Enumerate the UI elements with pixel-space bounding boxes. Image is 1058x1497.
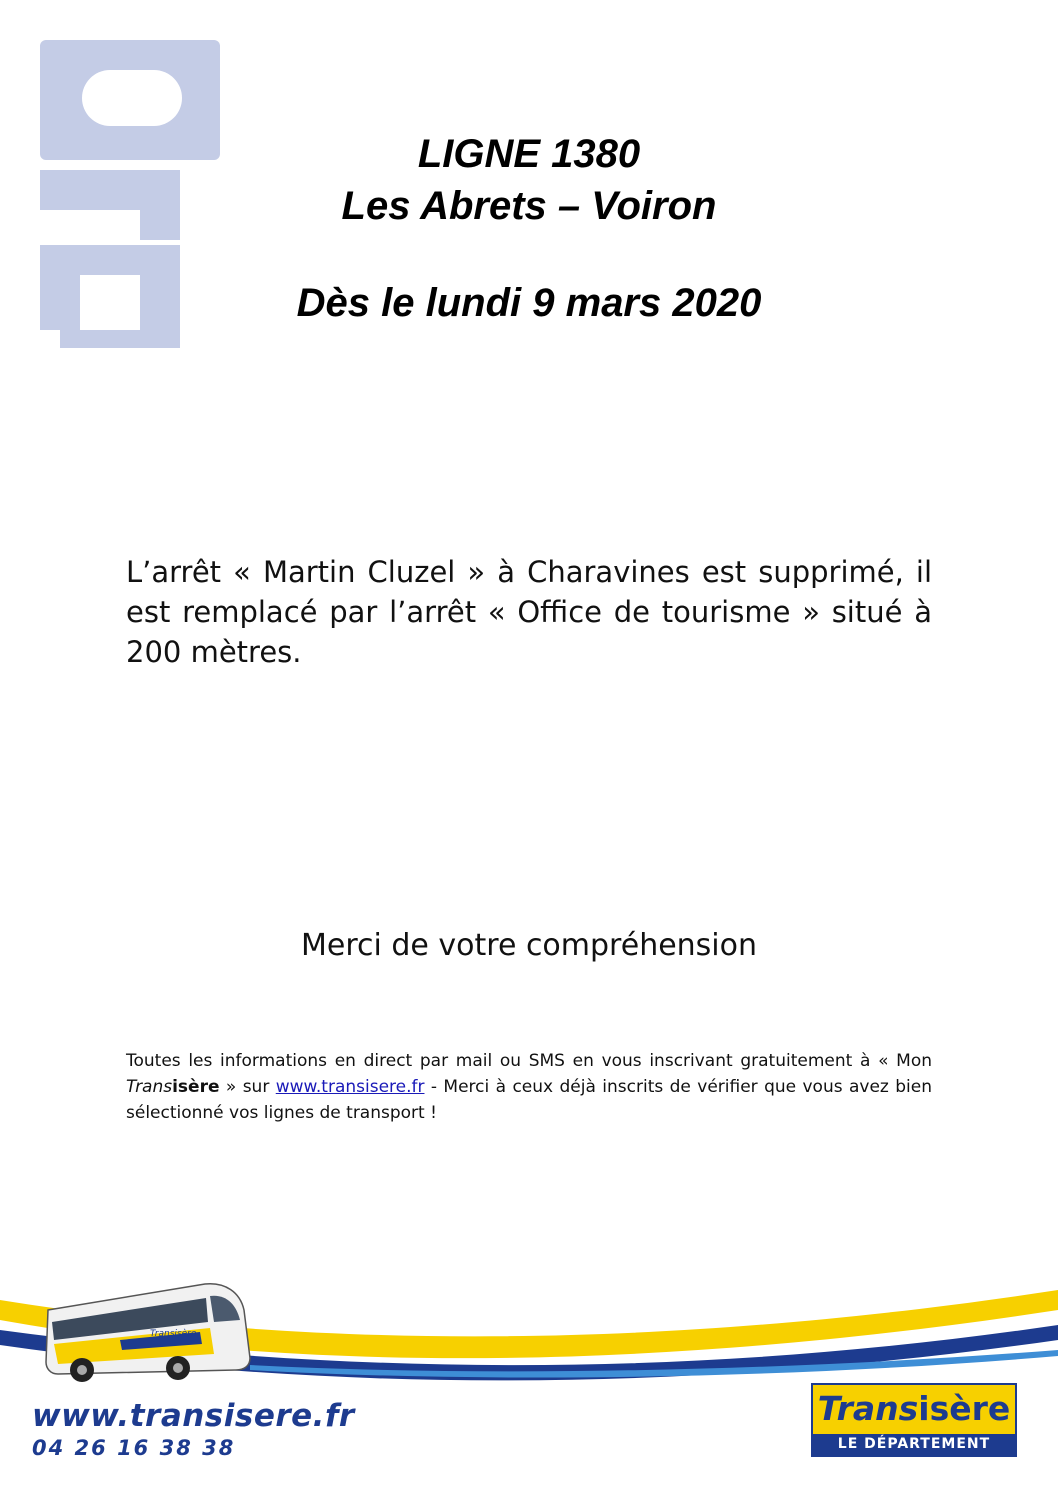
- thanks-message: Merci de votre compréhension: [300, 928, 758, 963]
- info-watermark-label: Info: [30, 30, 32, 31]
- note-part-3: - Merci à ceux déjà inscrits de vérifier que vous avez bien sélectionné vos lignes de transport !: [126, 1077, 932, 1123]
- bus-illustration: [46, 1284, 250, 1382]
- line-title: LIGNE 1380: [417, 132, 641, 176]
- logo-wordmark: [813, 1389, 1015, 1428]
- note-part-2: » sur: [219, 1077, 276, 1097]
- footer-website[interactable]: www.transisere.fr: [32, 1398, 355, 1434]
- bus-livery-text: Transisère: [150, 1329, 197, 1339]
- transisere-logo: [811, 1383, 1017, 1457]
- logo-subtitle: LE DÉPARTEMENT: [813, 1434, 1015, 1455]
- title-block: [0, 128, 1058, 329]
- route-title: Les Abrets – Voiron: [341, 184, 717, 228]
- footer-phone: 04 26 16 38 38: [32, 1436, 236, 1460]
- subscription-note: [126, 1048, 932, 1126]
- logo-word-trans: Trans: [817, 1389, 919, 1428]
- note-part-1: Toutes les informations en direct par mail ou SMS en vous inscrivant gratuitement à « Mon: [126, 1051, 932, 1071]
- logo-word-isere: isère: [918, 1389, 1011, 1428]
- footer-banner: [0, 1270, 1058, 1400]
- transisere-link[interactable]: www.transisere.fr: [275, 1077, 425, 1097]
- stop-change-notice: L’arrêt « Martin Cluzel » à Charavines est supprimé, il est remplacé par l’arrêt « Office de tourisme » situé à 200 mètres.: [126, 555, 932, 669]
- brand-trans: Trans: [126, 1077, 173, 1097]
- effective-date: Dès le lundi 9 mars 2020: [296, 281, 762, 325]
- brand-isere: isère: [172, 1077, 220, 1097]
